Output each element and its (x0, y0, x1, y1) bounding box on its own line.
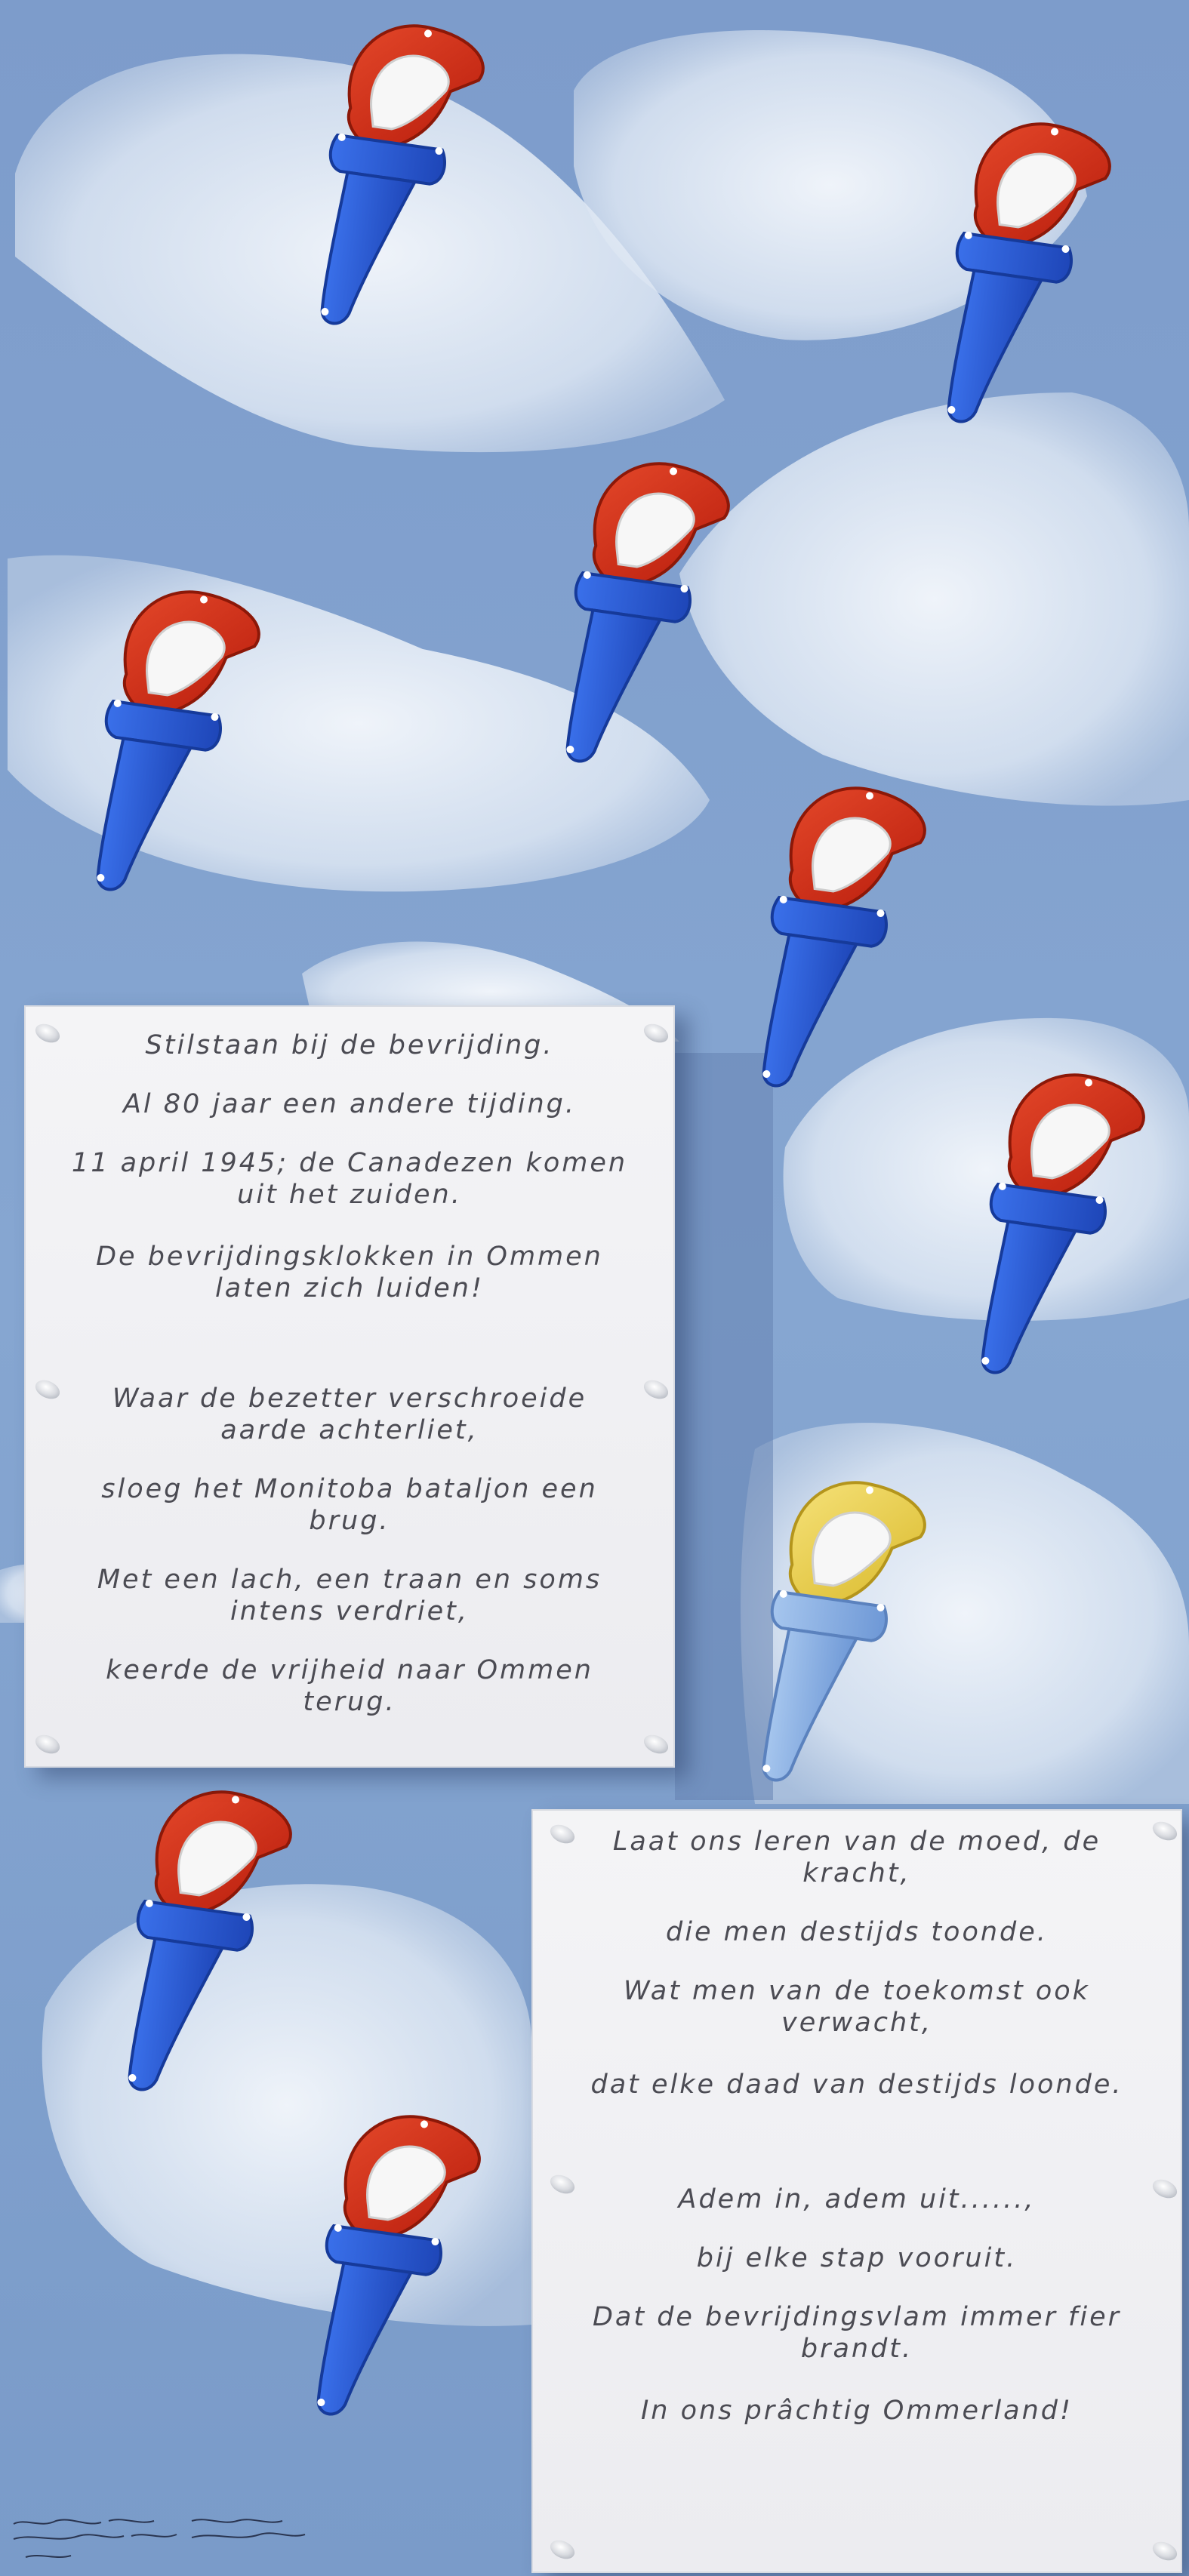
poem-line: bij elke stap vooruit. (696, 2243, 1018, 2273)
poem-line: Wat men van de toekomst ook verwacht, (624, 1976, 1090, 2038)
handwritten-signature (11, 2513, 343, 2566)
poem-line: Dat de bevrijdingsvlam immer fier brandt. (592, 2302, 1122, 2364)
screw-icon (32, 1731, 63, 1757)
screw-icon (641, 1731, 671, 1757)
poem-panel-left (24, 1005, 675, 1768)
poem-line: Laat ons leren van de moed, de kracht, (612, 1827, 1101, 1888)
poem-line: Waar de bezetter verschroeide aarde achterliet, (112, 1383, 587, 1445)
poem-line: De bevrijdingsklokken in Ommen laten zich luiden! (96, 1242, 603, 1303)
poem-line: Stilstaan bij de bevrijding. (145, 1030, 554, 1060)
poem-line: 11 april 1945; de Canadezen komen uit het zuiden. (71, 1148, 628, 1210)
screw-icon (1150, 2538, 1180, 2564)
poem-line: sloeg het Monitoba bataljon een brug. (101, 1474, 598, 1536)
poem-line: dat elke daad van destijds loonde. (590, 2070, 1123, 2100)
screw-icon (547, 2537, 578, 2562)
poem-line: die men destijds toonde. (666, 1917, 1048, 1947)
poem-line: keerde de vrijheid naar Ommen terug. (106, 1655, 593, 1717)
poem-panel-right (531, 1809, 1182, 2573)
poem-line: Adem in, adem uit......, (678, 2184, 1036, 2214)
poem-line: Met een lach, een traan en soms intens verdriet, (97, 1565, 602, 1627)
poem-line: In ons prâchtig Ommerland! (640, 2396, 1073, 2426)
poem-line: Al 80 jaar een andere tijding. (122, 1089, 577, 1119)
